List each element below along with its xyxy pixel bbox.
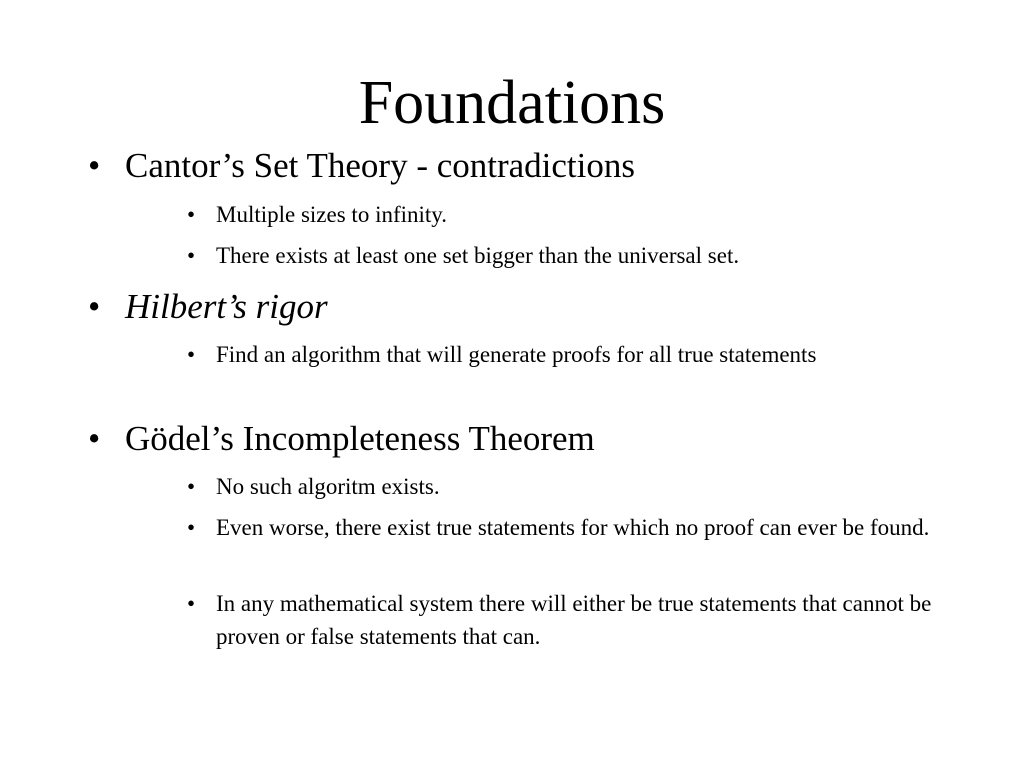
bullet-marker: • — [88, 419, 101, 458]
bullet-marker: • — [187, 474, 196, 499]
sub-bullet-text: Even worse, there exist true statements for which no proof can ever be found. — [216, 515, 930, 540]
bullet-marker: • — [88, 287, 101, 326]
sub-bullet — [187, 239, 947, 272]
bullet-marker: • — [187, 202, 196, 227]
sub-bullet-text: No such algoritm exists. — [216, 474, 440, 499]
bullet-marker: • — [187, 243, 196, 268]
slide-title: Foundations — [358, 69, 666, 137]
sub-bullet-text: Multiple sizes to infinity. — [216, 202, 448, 227]
sub-bullet-text: Find an algorithm that will generate proofs for all true statements — [216, 342, 817, 367]
bullet-marker: • — [88, 146, 101, 185]
bullet-marker: • — [187, 342, 196, 367]
bullet-marker: • — [187, 515, 196, 540]
sub-bullet-text: In any mathematical system there will either be true statements that cannot be proven or false statements that can. — [216, 591, 932, 649]
heading-cantor: Cantor’s Set Theory - contradictions — [125, 146, 635, 185]
heading-hilbert: Hilbert’s rigor — [125, 287, 328, 326]
bullet-marker: • — [187, 591, 196, 616]
sub-bullet — [187, 511, 947, 544]
heading-godel: Gödel’s Incompleteness Theorem — [125, 419, 595, 458]
sub-bullet — [187, 470, 947, 503]
sub-bullet — [187, 587, 947, 653]
sub-bullet-text: There exists at least one set bigger than the universal set. — [216, 243, 740, 268]
sub-bullet — [187, 198, 947, 231]
sub-bullet — [187, 338, 947, 371]
